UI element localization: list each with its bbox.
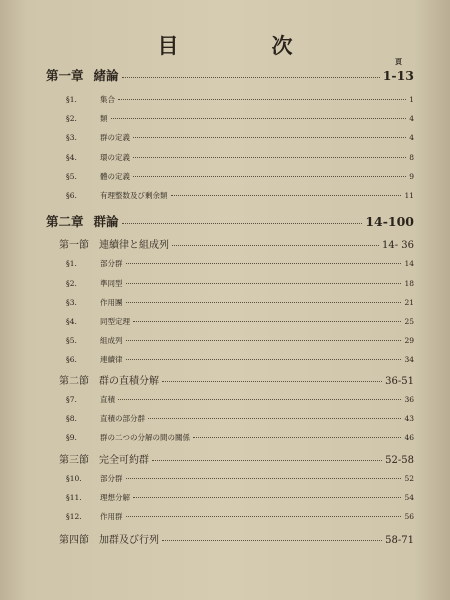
toc-number: 第二章	[46, 214, 84, 229]
toc-number: §1.	[66, 259, 77, 268]
toc-title: 類	[100, 114, 108, 123]
toc-title: 連續律	[100, 355, 123, 364]
toc-number: §6.	[66, 191, 77, 200]
toc-title: 緒論	[93, 68, 119, 83]
toc-title: 體の定義	[100, 172, 130, 181]
toc-page-number: 43	[404, 414, 414, 423]
toc-item	[66, 278, 414, 289]
toc-title: 準同型	[100, 279, 123, 288]
toc-title: 群の定義	[100, 133, 130, 142]
dot-leader	[148, 418, 401, 419]
toc-number: 第四節	[59, 535, 89, 546]
dot-leader	[126, 283, 402, 284]
toc-item	[66, 94, 414, 105]
dot-leader	[118, 399, 401, 400]
toc-page-number: 11	[404, 191, 414, 200]
dot-leader	[133, 137, 406, 138]
toc-number: §1.	[66, 95, 77, 104]
toc-title: 環の定義	[100, 153, 130, 162]
toc-page-number: 14- 36	[381, 240, 414, 251]
toc-number: §4.	[66, 317, 77, 326]
toc-title: 連續律と組成列	[99, 240, 169, 251]
toc-item	[66, 511, 414, 522]
toc-page-number: 46	[404, 433, 414, 442]
toc-item	[66, 113, 414, 124]
toc-number: §7.	[66, 395, 77, 404]
toc-title: 部分群	[100, 259, 123, 268]
toc-page-number: 56	[404, 512, 414, 521]
toc-item	[66, 492, 414, 503]
dot-leader	[126, 359, 402, 360]
toc-number: §11.	[66, 493, 82, 502]
toc-title: 有理整数及び剰余類	[100, 191, 168, 200]
toc-number: §9.	[66, 433, 77, 442]
toc-title: 直積の部分群	[100, 414, 145, 423]
dot-leader	[172, 245, 379, 246]
toc-number: §2.	[66, 114, 77, 123]
toc-number: §10.	[66, 474, 82, 483]
toc-page-number: 52-58	[385, 455, 414, 466]
toc-section	[59, 531, 414, 546]
toc-title: 加群及び行列	[99, 535, 159, 546]
dot-leader	[118, 99, 406, 100]
toc-page-number: 52	[404, 474, 414, 483]
toc-number: §6.	[66, 355, 77, 364]
toc-page-number: 1-13	[382, 68, 414, 83]
toc-page-number: 1	[409, 95, 414, 104]
toc-number: 第一節	[59, 240, 89, 251]
toc-page-number: 21	[404, 298, 414, 307]
dot-leader	[171, 195, 402, 196]
toc-title: 理想分解	[100, 493, 130, 502]
dot-leader	[122, 77, 380, 78]
toc-page-number: 9	[409, 172, 414, 181]
toc-chapter	[46, 212, 414, 230]
dot-leader	[126, 340, 402, 341]
toc-section	[59, 372, 414, 387]
dot-leader	[193, 437, 401, 438]
toc-section	[59, 236, 414, 251]
toc-page-number: 34	[404, 355, 414, 364]
toc-title: 完全可約群	[99, 455, 149, 466]
toc-page-number: 54	[404, 493, 414, 502]
toc-page-number: 4	[409, 114, 414, 123]
toc-item	[66, 394, 414, 405]
toc-number: §3.	[66, 298, 77, 307]
dot-leader	[133, 497, 401, 498]
toc-title: 作用團	[100, 298, 123, 307]
toc-page-number: 14-100	[365, 214, 414, 229]
toc-title: 作用群	[100, 512, 123, 521]
toc-title: 群論	[93, 214, 119, 229]
toc-title: 組成列	[100, 336, 123, 345]
toc-item	[66, 258, 414, 269]
dot-leader	[162, 540, 382, 541]
toc-item	[66, 413, 414, 424]
toc-page-number: 29	[404, 336, 414, 345]
dot-leader	[111, 118, 407, 119]
toc-item	[66, 152, 414, 163]
toc-page-number: 25	[404, 317, 414, 326]
dot-leader	[126, 516, 402, 517]
page-title: 目 次	[157, 33, 329, 58]
dot-leader	[133, 176, 406, 177]
toc-page-number: 14	[404, 259, 414, 268]
toc-page-number: 36	[404, 395, 414, 404]
toc-item	[66, 171, 414, 182]
dot-leader	[133, 321, 401, 322]
toc-item	[66, 473, 414, 484]
toc-section	[59, 451, 414, 466]
toc-item	[66, 354, 414, 365]
toc-page-number: 58-71	[385, 535, 414, 546]
toc-page-number: 8	[409, 153, 414, 162]
toc-number: §5.	[66, 336, 77, 345]
dot-leader	[126, 478, 402, 479]
dot-leader	[122, 223, 363, 224]
toc-item	[66, 132, 414, 143]
toc-number: §8.	[66, 414, 77, 423]
toc-title: 部分群	[100, 474, 123, 483]
page-column-label: 頁	[395, 57, 402, 66]
toc-chapter	[46, 66, 414, 84]
toc-title: 直積	[100, 395, 115, 404]
dot-leader	[162, 381, 382, 382]
dot-leader	[133, 157, 406, 158]
toc-page-number: 36-51	[385, 376, 414, 387]
toc-number: §5.	[66, 172, 77, 181]
toc-item	[66, 432, 414, 443]
toc-item	[66, 297, 414, 308]
toc-number: 第三節	[59, 455, 89, 466]
dot-leader	[126, 263, 402, 264]
toc-page-number: 18	[404, 279, 414, 288]
toc-number: §3.	[66, 133, 77, 142]
toc-number: 第二節	[59, 376, 89, 387]
toc-number: §2.	[66, 279, 77, 288]
toc-number: 第一章	[46, 68, 84, 83]
dot-leader	[126, 302, 402, 303]
toc-item	[66, 335, 414, 346]
toc-number: §4.	[66, 153, 77, 162]
toc-item	[66, 316, 414, 327]
toc-page-number: 4	[409, 133, 414, 142]
toc-title: 集合	[100, 95, 115, 104]
toc-item	[66, 190, 414, 201]
toc-title: 同型定理	[100, 317, 130, 326]
dot-leader	[152, 460, 382, 461]
toc-title: 群の二つの分解の間の關係	[100, 433, 190, 442]
toc-title: 群の直積分解	[99, 376, 159, 387]
toc-number: §12.	[66, 512, 82, 521]
